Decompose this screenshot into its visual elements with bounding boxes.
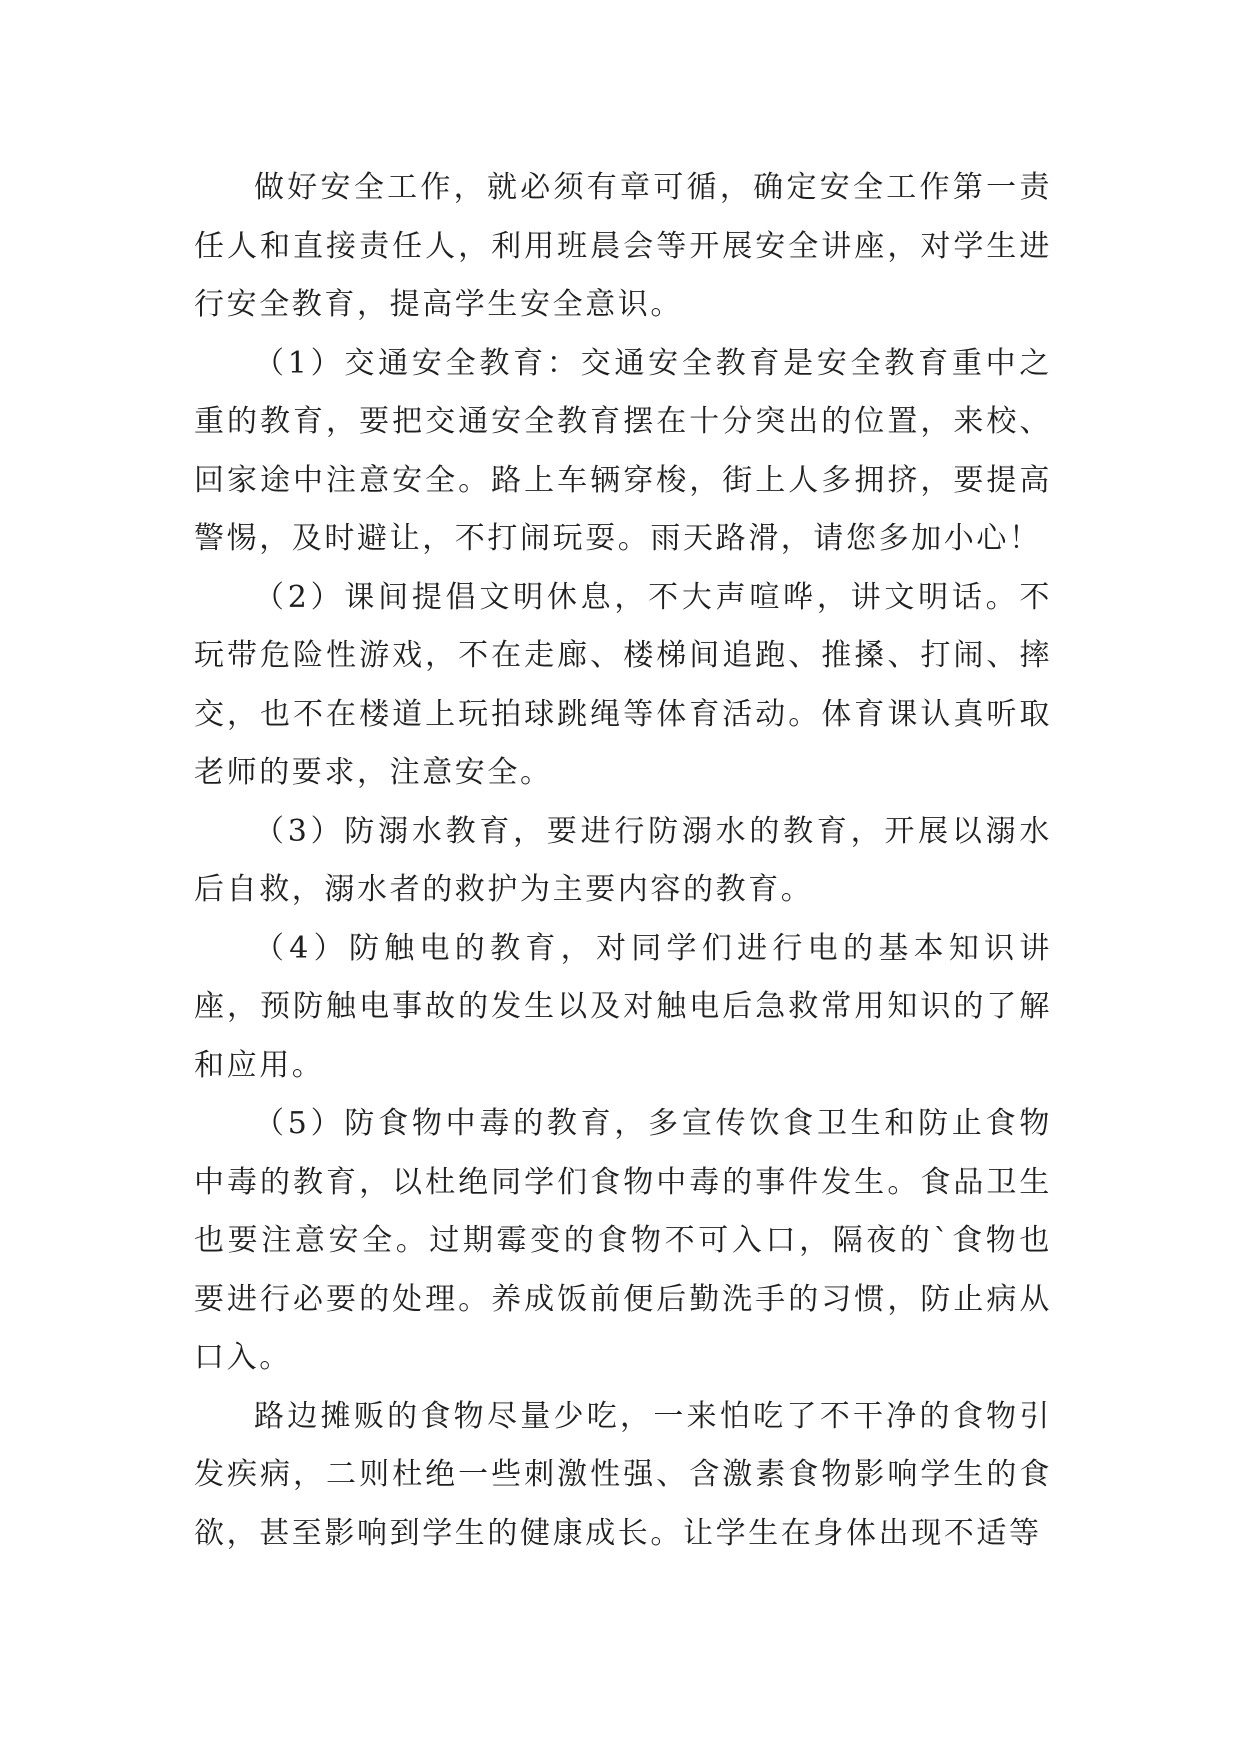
paragraph-safety-work: 做好安全工作，就必须有章可循，确定安全工作第一责任人和直接责任人，利用班晨会等开展安全讲座，对学生进行安全教育，提高学生安全意识。: [194, 170, 1052, 322]
paragraph-electric-shock-prevention: （4）防触电的教育，对同学们进行电的基本知识讲座，预防触电事故的发生以及对触电后急救常用知识的了解和应用。: [194, 930, 1052, 1083]
paragraph-food-poisoning-prevention: （5）防食物中毒的教育，多宣传饮食卫生和防止食物中毒的教育，以杜绝同学们食物中毒的事件发生。食品卫生也要注意安全。过期霉变的食物不可入口，隔夜的`食物也要进行必要的处理。养成饭前便后勤洗手的习惯，防止病从口入。: [194, 1106, 1052, 1375]
paragraph-drowning-prevention: （3）防溺水教育，要进行防溺水的教育，开展以溺水后自救，溺水者的救护为主要内容的教育。: [194, 813, 1052, 907]
paragraph-traffic-safety: （1）交通安全教育：交通安全教育是安全教育重中之重的教育，要把交通安全教育摆在十分突出的位置，来校、回家途中注意安全。路上车辆穿梭，街上人多拥挤，要提高警惕，及时避让，不打闹玩耍。雨天路滑，请您多加小心！: [194, 345, 1052, 556]
document-body: [194, 159, 1052, 1563]
paragraph-street-food: 路边摊贩的食物尽量少吃，一来怕吃了不干净的食物引发疾病，二则杜绝一些刺激性强、含激素食物影响学生的食欲，甚至影响到学生的健康成长。让学生在身体出现不适等: [194, 1398, 1052, 1551]
paragraph-recess-safety: （2）课间提倡文明休息，不大声喧哗，讲文明话。不玩带危险性游戏，不在走廊、楼梯间追跑、推搡、打闹、摔交，也不在楼道上玩拍球跳绳等体育活动。体育课认真听取老师的要求，注意安全。: [194, 579, 1052, 790]
